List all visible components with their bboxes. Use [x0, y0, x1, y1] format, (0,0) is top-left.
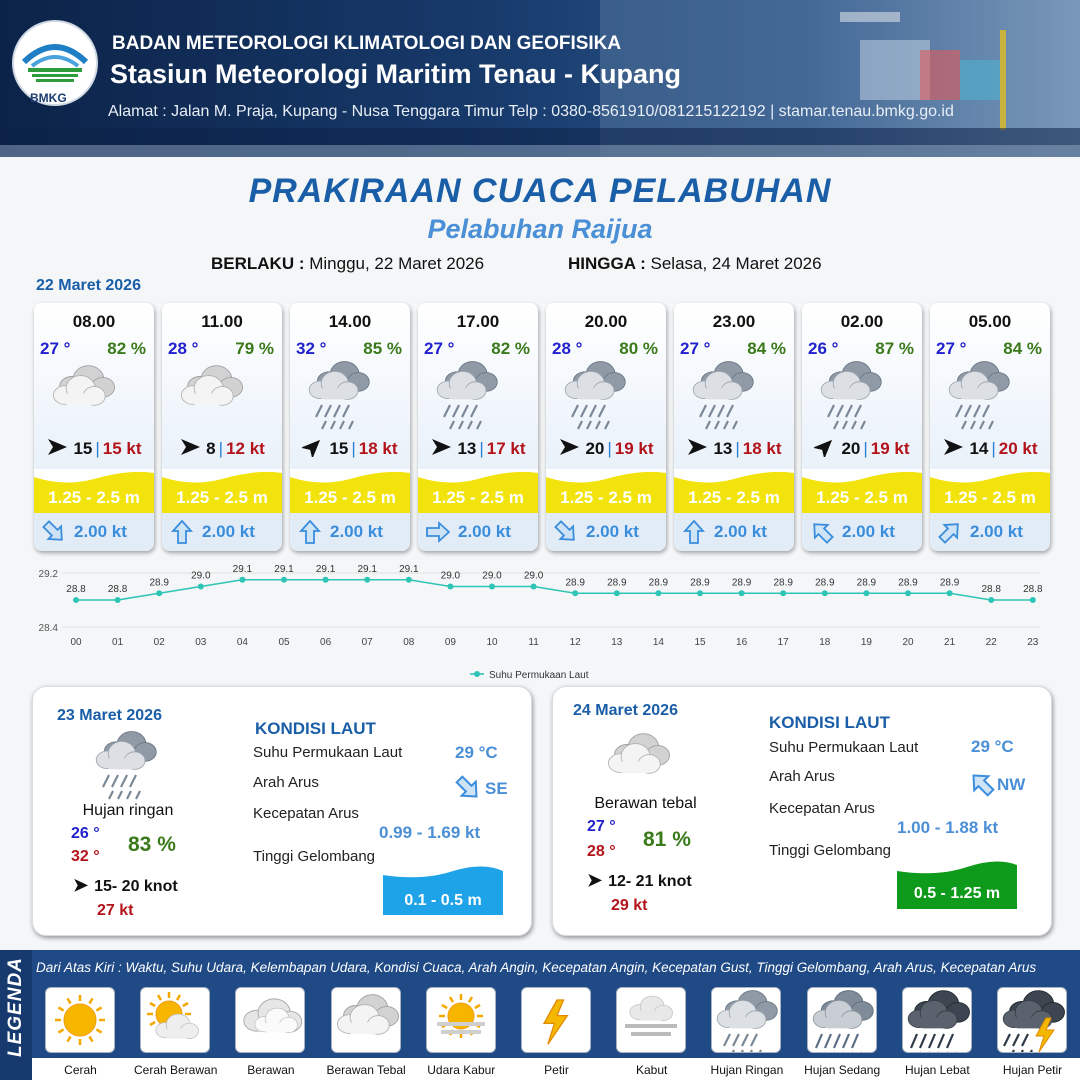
wind-separator: |: [218, 439, 224, 458]
x-tick-label: 06: [320, 637, 332, 648]
header-banner: [0, 0, 1080, 157]
valid-to: HINGGA : Selasa, 24 Maret 2026: [568, 254, 822, 273]
data-label: 28.9: [856, 577, 877, 589]
day3-wave: 0.5 - 1.25 m: [913, 885, 1001, 902]
wind-direction-icon: [46, 437, 68, 457]
x-tick-label: 11: [528, 637, 539, 648]
day3-temp-min: 27 °: [587, 818, 616, 835]
x-tick-label: 14: [652, 637, 664, 648]
data-point: [156, 590, 162, 596]
wind-direction-icon: [430, 437, 452, 457]
legend-berawan-icon: [235, 987, 305, 1053]
berawan-tebal-icon: [48, 359, 138, 436]
day2-current-dir-label: Arah Arus: [253, 774, 319, 791]
day3-temp-max: 28 °: [587, 843, 616, 860]
day2-wave-label: Tinggi Gelombang: [253, 848, 376, 865]
hujan-ringan-icon: [560, 359, 650, 436]
port-name: Pelabuhan Raijua: [427, 214, 653, 244]
data-point: [780, 590, 786, 596]
wave-height: 1.25 - 2.5 m: [816, 488, 908, 507]
current-speed: 2.00 kt: [714, 522, 767, 541]
current-speed: 2.00 kt: [202, 522, 255, 541]
forecast-humidity: 84 %: [1003, 339, 1042, 358]
gust-speed: 17 kt: [486, 439, 526, 458]
forecast-temperature: 27 °: [680, 339, 711, 358]
wind-speed: 13: [713, 439, 733, 458]
day2-temp-min: 26 °: [71, 825, 100, 842]
wind-speed: 20: [841, 439, 861, 458]
day3-condition: Berawan tebal: [594, 795, 697, 812]
legend-kabut-icon: [616, 987, 686, 1053]
x-tick-label: 03: [195, 637, 207, 648]
legend-udara-kabur-icon: [426, 987, 496, 1053]
wind-direction-icon: [302, 437, 324, 457]
wind-direction-icon: [558, 437, 580, 457]
day3-wind: ➤ 12- 21 knot: [587, 870, 692, 890]
wave-height: 1.25 - 2.5 m: [688, 488, 780, 507]
forecast-time: 14.00: [328, 312, 372, 331]
data-point: [614, 590, 620, 596]
data-point: [822, 590, 828, 596]
forecast-time: 11.00: [201, 312, 243, 331]
current-row: [290, 513, 410, 551]
forecast-time: 05.00: [968, 312, 1012, 331]
data-label: 29.0: [482, 570, 502, 582]
forecast-temperature: 26 °: [808, 339, 839, 358]
wind-separator: |: [479, 439, 484, 458]
wind-separator: |: [863, 439, 868, 458]
day2-current-speed: 0.99 - 1.69 kt: [379, 823, 481, 842]
legend-description: Dari Atas Kiri : Waktu, Suhu Udara, Kelembapan Udara, Kondisi Cuaca, Arah Angin, Kecepatan Angin, Kecepatan Gust, Tinggi Gelombang, Arah Arus, Kecepatan Arus: [36, 960, 1037, 975]
current-direction-icon: [298, 519, 322, 545]
x-tick-label: 18: [819, 637, 831, 648]
current-row: [674, 513, 794, 551]
wave-height: 1.25 - 2.5 m: [432, 488, 524, 507]
forecast-time: 02.00: [840, 312, 884, 331]
forecast-wind: [802, 437, 922, 459]
legend-label: Cerah: [64, 1063, 97, 1077]
data-label: 28.8: [981, 584, 1001, 595]
wind-separator: |: [735, 439, 740, 458]
legend-berawan-tebal-icon: [331, 987, 401, 1053]
day2-temp-max: 32 °: [71, 848, 100, 865]
forecast-card: [674, 303, 794, 551]
legend-label: Hujan Ringan: [710, 1063, 784, 1077]
hujan-ringan-icon: [432, 359, 522, 436]
forecast-time: 23.00: [712, 312, 756, 331]
legend-cerah-berawan-icon: [140, 987, 210, 1053]
wind-direction-icon: [686, 437, 708, 457]
gust-speed: 18 kt: [742, 439, 782, 458]
wind-direction-icon: [814, 437, 836, 457]
data-label: 28.8: [66, 584, 86, 595]
x-tick-label: 16: [736, 637, 748, 648]
data-label: 28.9: [607, 577, 627, 589]
day2-wind: ➤ 15- 20 knot: [73, 875, 178, 895]
gust-speed: 15 kt: [102, 439, 142, 458]
day3-panel: [552, 686, 1052, 936]
legend-label: Hujan Lebat: [904, 1063, 970, 1077]
data-label: 28.9: [898, 577, 918, 589]
current-direction-icon: [938, 519, 962, 545]
day1-date: 22 Maret 2026: [36, 277, 141, 294]
current-row: [930, 513, 1050, 551]
legend-hujan-sedang-icon: [807, 987, 877, 1053]
wave-height: 1.25 - 2.5 m: [944, 488, 1036, 507]
x-tick-label: 17: [777, 637, 789, 648]
day2-sst: 29 °C: [455, 743, 498, 762]
forecast-wind: [290, 437, 410, 459]
data-label: 28.9: [690, 577, 710, 589]
data-point: [572, 590, 578, 596]
wind-speed: 13: [457, 439, 477, 458]
forecast-wind: [930, 437, 1050, 459]
x-tick-label: 19: [860, 637, 872, 648]
current-row: [34, 513, 154, 551]
berawan-tebal-icon: [176, 359, 266, 436]
forecast-wind: [34, 437, 154, 459]
wind-separator: |: [991, 439, 996, 458]
legend-label: Cerah Berawan: [133, 1063, 218, 1077]
day2-wave: 0.1 - 0.5 m: [404, 892, 482, 909]
day2-gust: 27 kt: [97, 902, 134, 919]
y-tick-label: 28.4: [38, 623, 58, 634]
current-row: [162, 513, 282, 551]
x-tick-label: 09: [444, 637, 456, 648]
wind-separator: |: [351, 439, 356, 458]
data-label: 29.1: [315, 563, 336, 575]
forecast-wind: [162, 437, 282, 459]
wind-direction-icon: [179, 437, 201, 457]
data-label: 28.9: [648, 577, 669, 589]
data-label: 29.1: [357, 563, 377, 575]
day3-date: 24 Maret 2026: [573, 702, 678, 719]
wind-speed: 14: [969, 439, 989, 458]
x-tick-label: 13: [611, 637, 623, 648]
data-point: [1030, 597, 1036, 603]
current-direction-icon: [42, 519, 66, 545]
current-row: [546, 513, 666, 551]
x-tick-label: 22: [985, 637, 997, 648]
day3-current-dir: NW: [997, 775, 1026, 794]
x-tick-label: 08: [403, 637, 415, 648]
data-point: [73, 597, 79, 603]
forecast-temperature: 27 °: [40, 339, 71, 358]
org-name: BADAN METEOROLOGI KLIMATOLOGI DAN GEOFISIKA: [112, 33, 622, 54]
wind-speed: 20: [585, 439, 605, 458]
gust-speed: 20 kt: [998, 439, 1038, 458]
wind-speed: 8: [206, 439, 216, 458]
forecast-card: [34, 303, 154, 551]
data-label: 29.0: [191, 570, 211, 582]
gust-speed: 12 kt: [226, 439, 265, 458]
forecast-time: 17.00: [456, 312, 500, 331]
wave-height: 1.25 - 2.5 m: [304, 488, 396, 507]
day3-current-speed-label: Kecepatan Arus: [769, 800, 875, 817]
wave-height: 1.25 - 2.5 m: [176, 488, 268, 507]
data-label: 28.9: [939, 577, 960, 589]
x-tick-label: 05: [278, 637, 290, 648]
day2-humidity: 83 %: [128, 833, 176, 856]
x-tick-label: 23: [1027, 637, 1039, 648]
page-title: PRAKIRAAN CUACA PELABUHAN: [248, 172, 832, 210]
forecast-card: [802, 303, 922, 551]
data-point: [406, 577, 412, 583]
current-direction-icon: [682, 519, 706, 545]
legend-petir-icon: [521, 987, 591, 1053]
y-tick-label: 29.2: [38, 569, 58, 580]
data-label: 28.8: [107, 584, 128, 595]
station-address: Alamat : Jalan M. Praja, Kupang - Nusa Tenggara Timur Telp : 0380-8561910/081215122192 | stamar.tenau.bmkg.go.id: [108, 103, 954, 120]
x-tick-label: 12: [569, 637, 581, 648]
hujan-ringan-icon: [688, 359, 778, 436]
data-label: 28.9: [815, 577, 835, 589]
station-name: Stasiun Meteorologi Maritim Tenau - Kupang: [110, 59, 682, 89]
data-label: 29.1: [274, 563, 294, 575]
x-tick-label: 07: [361, 637, 373, 648]
legend-label: Hujan Sedang: [804, 1063, 881, 1077]
data-point: [739, 590, 745, 596]
day2-current-speed-label: Kecepatan Arus: [253, 805, 359, 822]
hujan-ringan-icon: [304, 359, 394, 436]
x-tick-label: 21: [944, 637, 956, 648]
forecast-temperature: 32 °: [296, 339, 327, 358]
gust-speed: 19 kt: [614, 439, 654, 458]
logo-text: BMKG: [30, 91, 67, 105]
forecast-card: [290, 303, 410, 551]
day3-sst-label: Suhu Permukaan Laut: [769, 739, 919, 756]
forecast-humidity: 85 %: [363, 339, 402, 358]
legend-label: Hujan Petir: [1002, 1063, 1063, 1077]
wave-height: 1.25 - 2.5 m: [48, 488, 140, 507]
wind-arrow-icon: ➤: [587, 870, 603, 890]
data-point: [655, 590, 661, 596]
x-tick-label: 20: [902, 637, 914, 648]
forecast-temperature: 27 °: [424, 339, 455, 358]
data-label: 28.8: [1023, 584, 1043, 595]
forecast-humidity: 80 %: [619, 339, 658, 358]
data-point: [531, 584, 537, 590]
wind-speed: 15: [73, 439, 93, 458]
day3-sst: 29 °C: [971, 737, 1014, 756]
legend-hujan-lebat-icon: [902, 987, 972, 1053]
current-se-arrow-icon: [453, 773, 483, 803]
wind-arrow-icon: ➤: [73, 875, 89, 895]
data-point: [988, 597, 994, 603]
forecast-humidity: 87 %: [875, 339, 914, 358]
forecast-temperature: 27 °: [936, 339, 967, 358]
sea-surface-temperature-chart: [0, 560, 1080, 685]
forecast-wind: [418, 437, 538, 459]
forecast-card: [930, 303, 1050, 551]
current-speed: 2.00 kt: [330, 522, 383, 541]
legend-label: Berawan: [247, 1063, 295, 1077]
legend-label: Udara Kabur: [427, 1063, 496, 1077]
data-label: 29.1: [232, 563, 253, 575]
legend-label: Suhu Permukaan Laut: [489, 670, 589, 681]
data-point: [947, 590, 953, 596]
data-point: [447, 584, 453, 590]
x-tick-label: 15: [694, 637, 706, 648]
data-point: [697, 590, 703, 596]
series-line: [76, 580, 1033, 600]
data-label: 29.0: [523, 570, 544, 582]
wind-separator: |: [607, 439, 612, 458]
forecast-card: [418, 303, 538, 551]
current-speed: 2.00 kt: [970, 522, 1023, 541]
day2-sea-title: KONDISI LAUT: [255, 719, 376, 738]
current-direction-icon: [426, 519, 450, 545]
data-point: [198, 584, 204, 590]
data-point: [115, 597, 121, 603]
wind-speed: 15: [329, 439, 349, 458]
forecast-humidity: 84 %: [747, 339, 786, 358]
forecast-wind: [674, 437, 794, 459]
hujan-ringan-icon: [944, 359, 1034, 436]
current-direction-icon: [810, 519, 834, 545]
wave-height: 1.25 - 2.5 m: [560, 488, 652, 507]
legend-cerah-icon: [45, 987, 115, 1053]
data-label: 28.9: [773, 577, 793, 589]
forecast-temperature: 28 °: [552, 339, 583, 358]
data-point: [489, 584, 495, 590]
current-speed: 2.00 kt: [74, 522, 127, 541]
day2-sst-label: Suhu Permukaan Laut: [253, 744, 403, 761]
current-speed: 2.00 kt: [458, 522, 511, 541]
data-label: 28.9: [565, 577, 585, 589]
wind-separator: |: [95, 439, 100, 458]
data-label: 28.9: [149, 577, 169, 589]
x-tick-label: 10: [486, 637, 498, 648]
day2-current-dir: SE: [485, 779, 508, 798]
data-point: [323, 577, 329, 583]
day3-wave-label: Tinggi Gelombang: [769, 842, 892, 859]
data-label: 28.9: [731, 577, 752, 589]
current-speed: 2.00 kt: [842, 522, 895, 541]
day2-panel: [32, 686, 532, 936]
forecast-wind: [546, 437, 666, 459]
current-direction-icon: [170, 519, 194, 545]
legend-side-label: LEGENDA: [0, 950, 32, 1080]
day3-current-dir-label: Arah Arus: [769, 768, 835, 785]
x-tick-label: 00: [70, 637, 82, 648]
x-tick-label: 02: [153, 637, 165, 648]
forecast-time: 08.00: [72, 312, 116, 331]
day3-weather-icon: [603, 727, 693, 804]
current-direction-icon: [554, 519, 578, 545]
day2-weather-icon: [91, 729, 181, 806]
data-label: 29.0: [440, 570, 461, 582]
valid-from: BERLAKU : Minggu, 22 Maret 2026: [211, 254, 485, 273]
day2-condition: Hujan ringan: [82, 802, 174, 819]
gust-speed: 18 kt: [358, 439, 398, 458]
current-row: [802, 513, 922, 551]
data-point: [239, 577, 245, 583]
x-tick-label: 04: [236, 637, 248, 648]
forecast-humidity: 79 %: [235, 339, 274, 358]
forecast-time: 20.00: [584, 312, 628, 331]
forecast-humidity: 82 %: [491, 339, 530, 358]
day3-current-speed: 1.00 - 1.88 kt: [897, 818, 999, 837]
day2-date: 23 Maret 2026: [57, 707, 162, 724]
x-tick-label: 01: [112, 637, 124, 648]
forecast-card: [546, 303, 666, 551]
legend-label: Petir: [544, 1063, 569, 1077]
gust-speed: 19 kt: [870, 439, 910, 458]
data-point: [364, 577, 370, 583]
legend-label: Kabut: [636, 1063, 668, 1077]
hujan-ringan-icon: [816, 359, 906, 436]
data-point: [281, 577, 287, 583]
data-point: [863, 590, 869, 596]
wind-direction-icon: [942, 437, 964, 457]
current-row: [418, 513, 538, 551]
legend-marker: [474, 671, 480, 677]
legend-hujan-ringan-icon: [711, 987, 781, 1053]
forecast-card: [162, 303, 282, 551]
forecast-temperature: 28 °: [168, 339, 199, 358]
forecast-humidity: 82 %: [107, 339, 146, 358]
day3-sea-title: KONDISI LAUT: [769, 713, 890, 732]
current-speed: 2.00 kt: [586, 522, 639, 541]
current-nw-arrow-icon: [967, 769, 997, 799]
data-label: 29.1: [399, 563, 419, 575]
legend-label: Berawan Tebal: [326, 1063, 406, 1077]
day3-gust: 29 kt: [611, 897, 648, 914]
data-point: [905, 590, 911, 596]
legend-hujan-petir-icon: [997, 987, 1067, 1053]
day3-humidity: 81 %: [643, 828, 691, 851]
